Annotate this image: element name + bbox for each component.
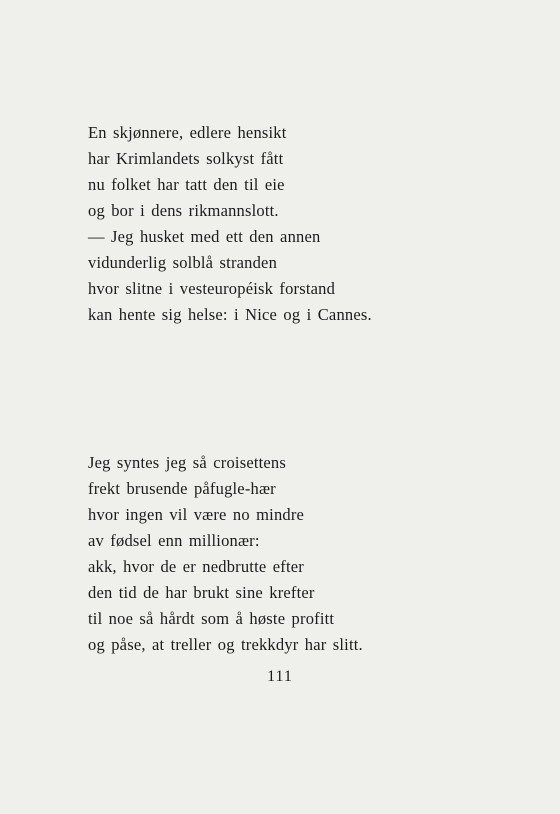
poem-line: akk, hvor de er nedbrutte efter — [88, 557, 304, 576]
stanza-1 — [88, 120, 372, 328]
poem-line: av fødsel enn millionær: — [88, 531, 260, 550]
poem-line: hvor ingen vil være no mindre — [88, 505, 305, 524]
poem-line: nu folket har tatt den til eie — [88, 175, 285, 194]
poem-line: vidunderlig solblå stranden — [88, 253, 278, 272]
poem-line: Jeg syntes jeg så croisettens — [88, 453, 287, 472]
poem-line: den tid de har brukt sine krefter — [88, 583, 315, 602]
poem-line: kan hente sig helse: i Nice og i Cannes. — [88, 305, 372, 324]
poem-line: hvor slitne i vesteuropéisk forstand — [88, 279, 336, 298]
poem-line: frekt brusende påfugle-hær — [88, 479, 276, 498]
poem-line: til noe så hårdt som å høste profitt — [88, 609, 335, 628]
poem-line: har Krimlandets solkyst fått — [88, 149, 284, 168]
stanza-2 — [88, 450, 363, 658]
poem-line: En skjønnere, edlere hensikt — [88, 123, 287, 142]
poem-line: og bor i dens rikmannslott. — [88, 201, 279, 220]
page-number: 111 — [267, 668, 293, 685]
poem-line: — Jeg husket med ett den annen — [88, 227, 321, 246]
poem-line: og påse, at treller og trekkdyr har slitt. — [88, 635, 363, 654]
